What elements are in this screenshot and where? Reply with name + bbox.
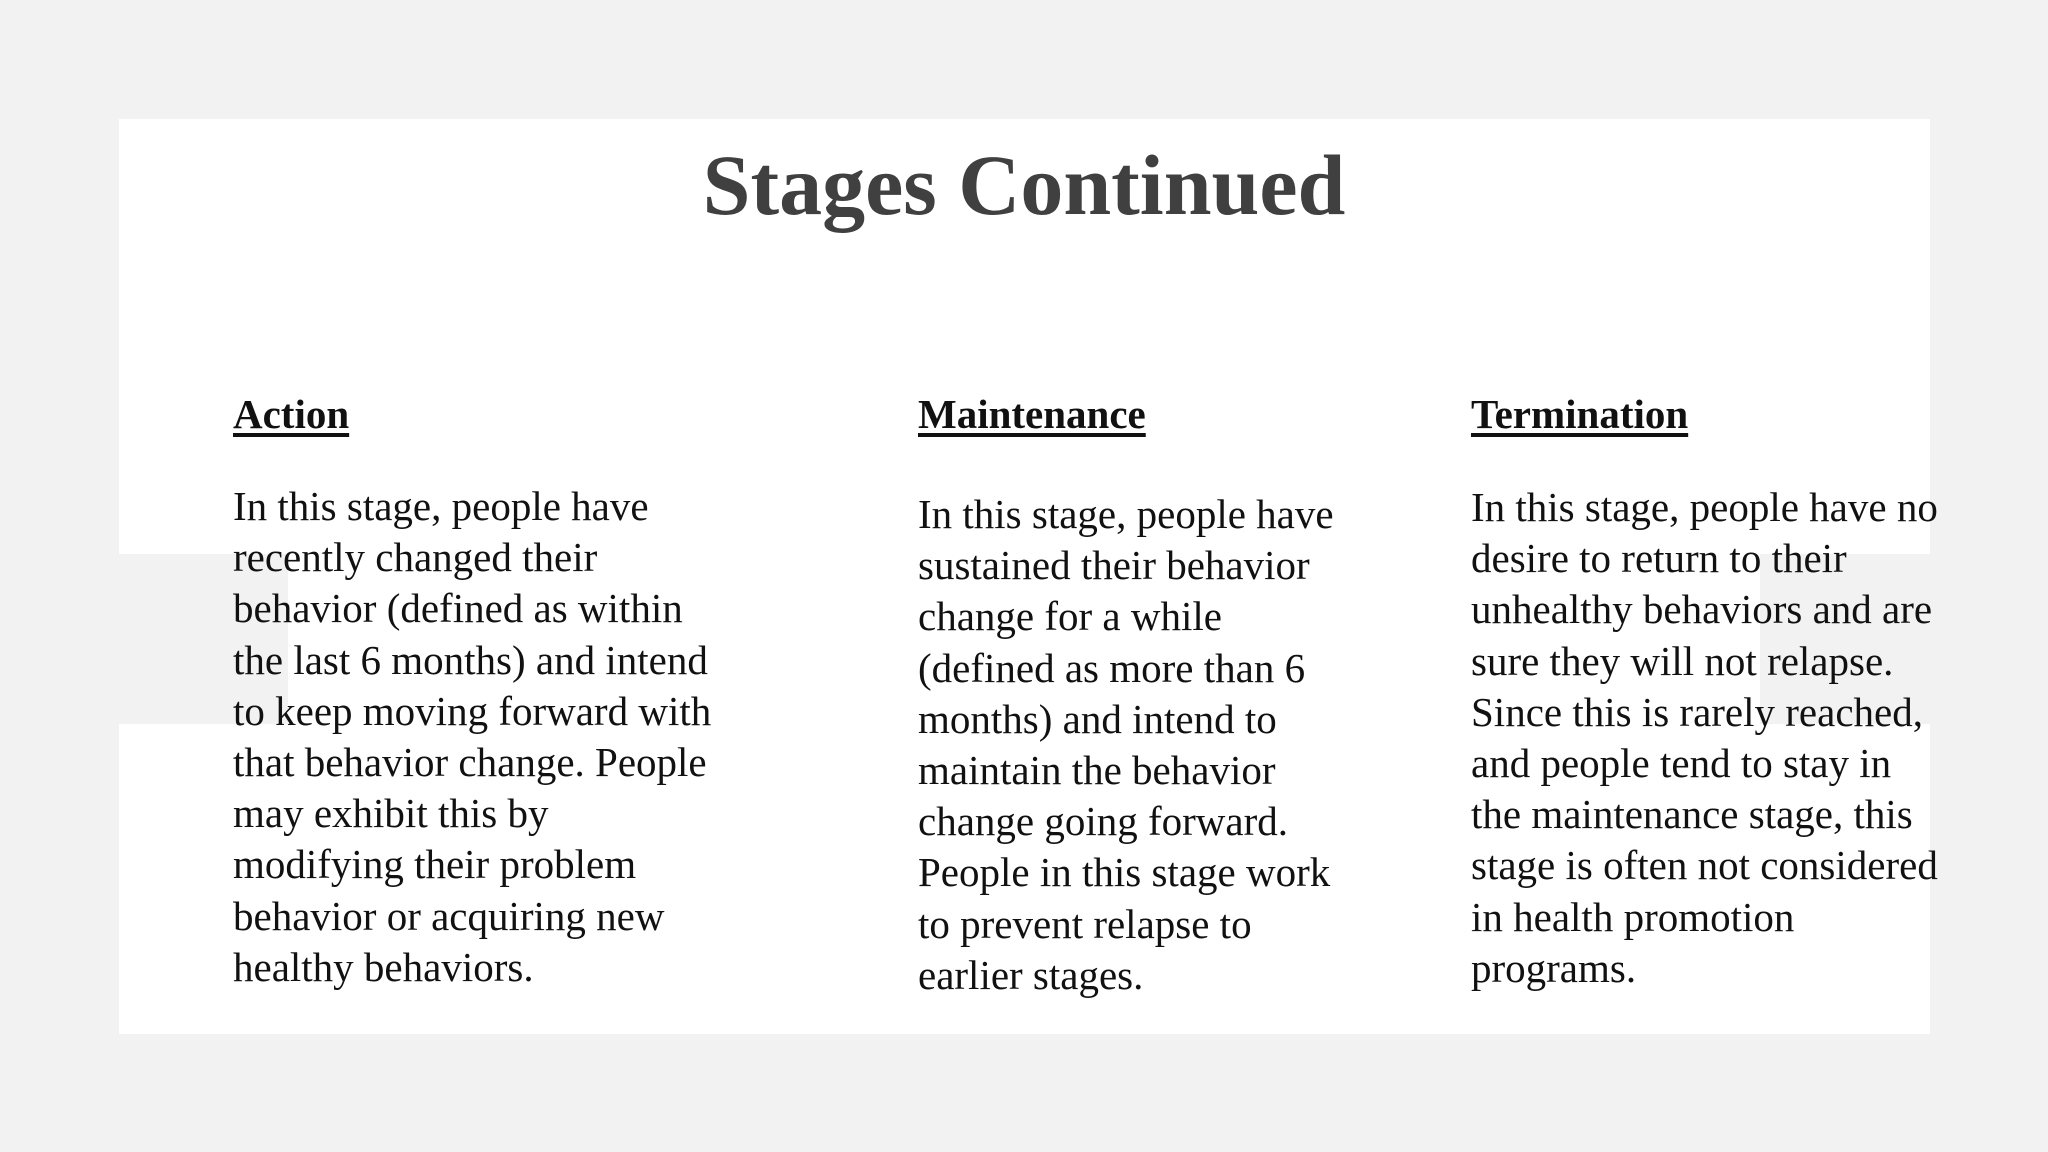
column-body-termination: In this stage, people have no desire to return to their unhealthy behaviors and are sure they will not relapse. Since this is rarely reached, and people tend to stay in the maintenance stage, this stage is often not considered in health promotion programs. (1471, 484, 1938, 991)
column-heading-termination: Termination (1471, 391, 1689, 437)
column-body-maintenance: In this stage, people have sustained their behavior change for a while (defined as more than 6 months) and intend to maintain the behavior change going forward. People in this stage work to prevent relapse to earlier stages. (918, 491, 1334, 998)
column-body-action: In this stage, people have recently changed their behavior (defined as within the last 6 months) and intend to keep moving forward with that behavior change. People may exhibit this by modifying their problem behavior or acquiring new healthy behaviors. (233, 483, 712, 990)
column-heading-maintenance: Maintenance (918, 391, 1146, 437)
column-heading-action: Action (233, 391, 350, 437)
slide-title: Stages Continued (702, 137, 1346, 233)
